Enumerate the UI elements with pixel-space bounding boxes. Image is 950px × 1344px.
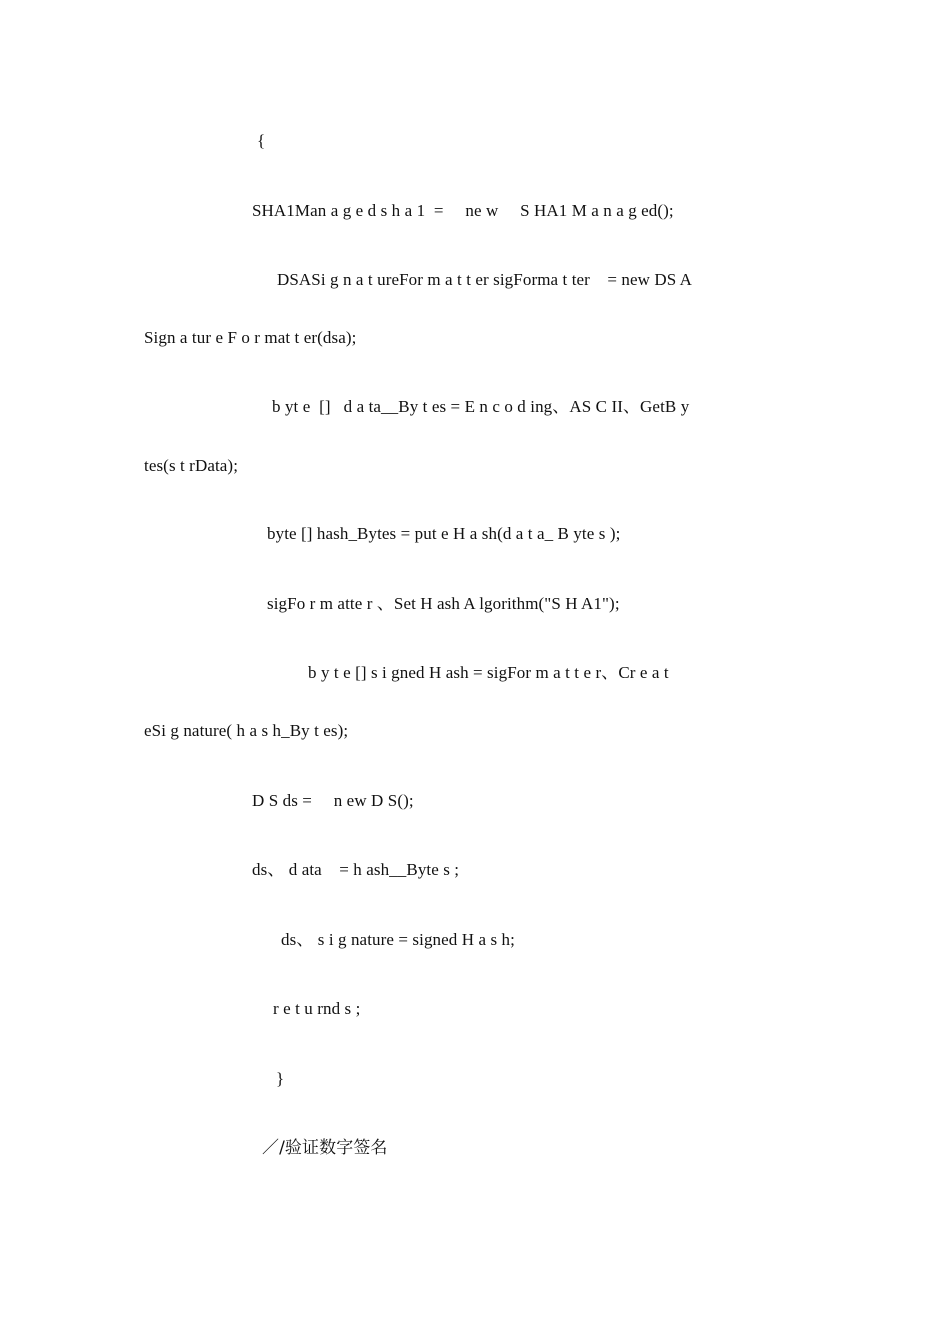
code-line-close-brace: } — [276, 1069, 285, 1088]
code-line-hash-bytes: byte [] hash_Bytes = put e H a sh(d a t a_ B yte s ); — [267, 524, 621, 543]
code-line-dsa-formatter-cont: Sign a tur e F o r mat t er(dsa); — [144, 328, 357, 347]
code-line-data-bytes-cont: tes(s t rData); — [144, 456, 239, 475]
code-line-ds-new: D S ds = n ew D S(); — [252, 791, 414, 810]
code-line-signed-hash: b y t e [] s i gned H ash = sigFor m a t t e r、Cr e a t — [308, 663, 669, 682]
code-comment-verify-signature: ／/验证数字签名 — [262, 1138, 388, 1158]
code-line-dsa-formatter: DSASi g n a t ureFor m a t t er sigForma t ter = new DS A — [277, 270, 693, 289]
code-line-return: r e t u rnd s ; — [273, 999, 361, 1018]
code-line-set-hash-algorithm: sigFo r m atte r 、Set H ash A lgorithm("S H A1"); — [267, 594, 620, 613]
code-line-signed-hash-cont: eSi g nature( h a s h_By t es); — [144, 721, 349, 740]
code-line-open-brace: { — [257, 131, 266, 150]
code-line-sha1-managed: SHA1Man a g e d s h a 1 = ne w S HA1 M a n a g ed(); — [252, 201, 674, 220]
code-line-ds-signature: ds、 s i g nature = signed H a s h; — [281, 930, 515, 949]
code-line-ds-data: ds、 d ata = h ash__Byte s ; — [252, 860, 460, 879]
code-line-data-bytes: b yt e [] d a ta__By t es = E n c o d ing、AS C II、GetB y — [272, 397, 690, 416]
